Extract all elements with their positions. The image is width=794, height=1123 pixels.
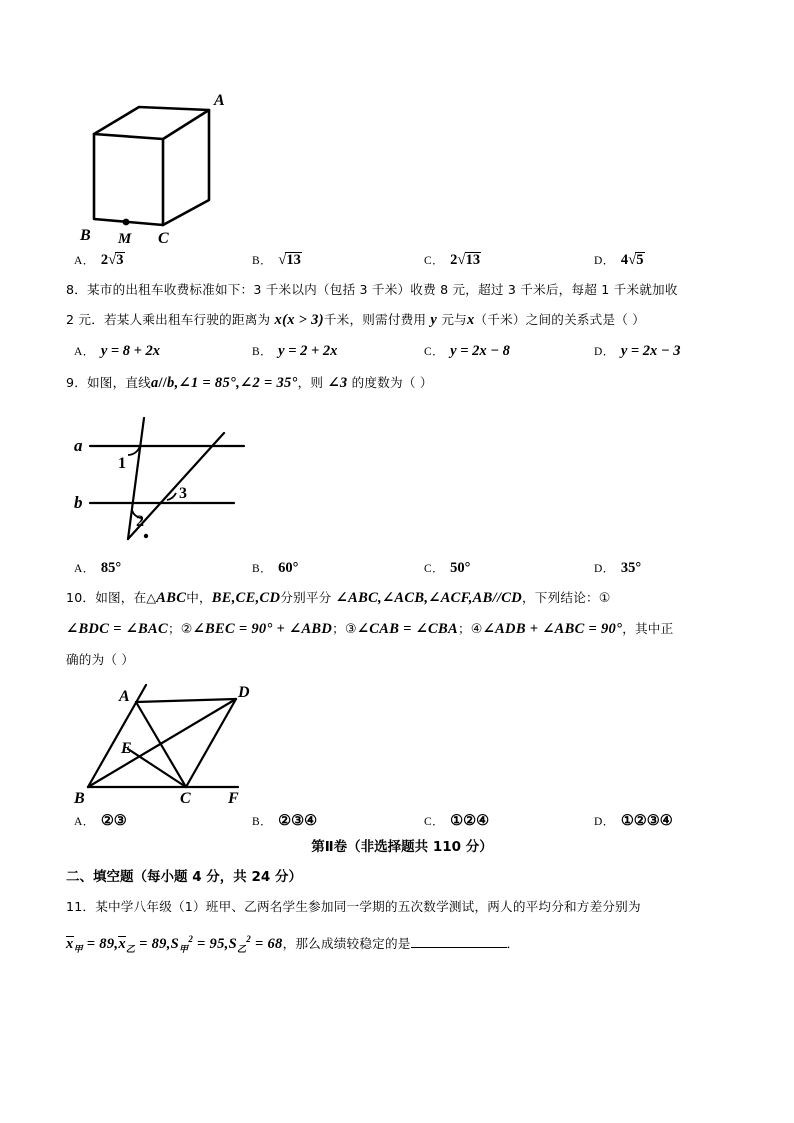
q9-option-d[interactable] [570, 560, 738, 577]
question9-options [66, 560, 738, 577]
point-m-dot [123, 219, 130, 226]
question9-math-angle3: ∠3 [327, 375, 348, 391]
pg-label-A: A [119, 688, 130, 705]
question9-math-b: b,∠1 = 85°,∠2 = 35° [167, 375, 298, 391]
q8-option-b[interactable] [234, 343, 402, 360]
q11-tail-end: ． [506, 935, 520, 951]
parallelogram-figure [66, 677, 738, 809]
answer-blank[interactable] [411, 935, 507, 948]
q10-option-c-label: C． [424, 816, 445, 828]
q9-option-c-label: C． [424, 563, 445, 575]
q10-option-c-value: ①②④ [450, 813, 490, 829]
q10-math-angles: ∠ABC,∠ACB,∠ACF,AB//CD [335, 590, 523, 606]
line-b-label: b [74, 493, 83, 512]
q9-option-a-value: 85° [100, 560, 122, 576]
q8-option-b-value: y = 2 + 2x [278, 343, 338, 359]
cube-label-C: C [158, 230, 169, 246]
q11-stat-3-sup: 2 [188, 934, 194, 944]
q11-stat-2-value: 89 [151, 935, 167, 952]
q8-option-d-value: y = 2x − 3 [620, 343, 681, 359]
q10-option-b-label: B． [252, 816, 273, 828]
question8-options [66, 343, 738, 360]
part2-header: 第Ⅱ卷（非选择题共 110 分） [311, 839, 493, 855]
question10-line3: 确的为（ ） [66, 652, 135, 667]
question8-math-x-range: x(x > 3) [274, 312, 324, 328]
q9-option-d-label: D． [594, 563, 615, 575]
question9-text-a: 9．如图，直线 [66, 375, 151, 390]
q11-stat-2: $x_乙 = 89$, [118, 935, 171, 954]
question7-options [66, 252, 738, 269]
question10-line2 [66, 614, 738, 645]
question8-line2-d: （千米）之间的关系式是（ ） [474, 312, 646, 327]
option-d-label: D． [594, 255, 615, 267]
q10-text-b: 中， [186, 590, 212, 605]
q9-option-a-label: A． [74, 563, 95, 575]
pg-label-C: C [180, 790, 191, 807]
q8-option-a-label: A． [74, 346, 95, 358]
question8-line1: 8．某市的出租车收费标准如下：3 千米以内（包括 3 千米）收费 8 元，超过 3 千米后，每超 1 千米就加收 [66, 282, 678, 297]
q11-stat-1-value: 89 [99, 935, 115, 952]
q10-sep-1: ； [167, 621, 181, 636]
cube-label-A: A [214, 92, 225, 109]
q10-option-d[interactable] [570, 813, 738, 830]
q10-sep-3: ； [457, 621, 471, 636]
question8-line2-b: 千米，则需付费用 [323, 312, 431, 327]
option-d[interactable] [570, 252, 738, 269]
question11-line1: 11．某中学八年级（1）班甲、乙两名学生参加同一学期的五次数学测试，两人的平均分和方差分别为 [66, 899, 641, 914]
parallelogram-svg [66, 677, 301, 807]
question8-line2 [66, 305, 738, 335]
question8-line2-a: 2 元．若某人乘出租车行驶的距离为 [66, 312, 275, 327]
q8-option-c[interactable] [402, 343, 570, 360]
q11-tail: ，那么成绩较稳定的是 [282, 935, 411, 951]
q8-option-d-label: D． [594, 346, 615, 358]
q10-option-a-value: ②③ [100, 813, 127, 829]
q10-conclusion-1: ∠BDC = ∠BAC [66, 621, 168, 637]
q8-option-c-label: C． [424, 346, 445, 358]
q10-option-a[interactable] [66, 813, 234, 830]
q11-stat-4-sup: 2 [246, 934, 252, 944]
option-c-label: C． [424, 255, 445, 267]
q10-option-b-value: ②③④ [278, 813, 318, 829]
q9-option-a[interactable] [66, 560, 234, 577]
q9-option-d-value: 35° [620, 560, 642, 576]
pg-label-D: D [238, 684, 250, 701]
q11-stat-3: $S_甲^2 = 95$, [170, 934, 229, 954]
option-b-value: √13 [278, 252, 301, 268]
q10-text-a: 10．如图，在△ [66, 590, 157, 605]
q11-stat-1-symbol: x [66, 935, 74, 952]
question9-text-c: 的度数为（ ） [347, 375, 433, 390]
option-a-value: 2√3 [100, 252, 124, 268]
q8-option-a[interactable] [66, 343, 234, 360]
question8-math-x: x [466, 312, 475, 328]
q10-conclusion-3: ∠CAB = ∠CBA [356, 621, 458, 637]
q10-text-c: 分别平分 [280, 590, 336, 605]
q10-math-abc: ABC [156, 590, 187, 606]
q11-stat-3-value: 95 [209, 935, 225, 952]
question9-math-parallel: // [158, 375, 168, 391]
q10-circled-2: ② [180, 622, 193, 637]
q10-option-d-label: D． [594, 816, 615, 828]
parallel-lines-svg [66, 406, 296, 554]
section2-header: 二、填空题（每小题 4 分，共 24 分） [66, 869, 302, 885]
pg-label-E: E [121, 740, 132, 757]
q11-stat-4-sub: 乙 [236, 943, 247, 954]
question10-options [66, 813, 738, 830]
q11-stat-1-sub: 甲 [73, 943, 83, 954]
q9-option-b[interactable] [234, 560, 402, 577]
q11-stat-3-sub: 甲 [179, 943, 189, 954]
option-b[interactable] [234, 252, 402, 269]
q10-circled-4: ④ [470, 622, 483, 637]
option-c[interactable] [402, 252, 570, 269]
q10-line2-tail: ，其中正 [622, 621, 674, 636]
q11-stat-3-symbol: S [170, 935, 180, 952]
q8-option-d[interactable] [570, 343, 738, 360]
q9-option-b-value: 60° [278, 560, 299, 576]
q10-conclusion-4: ∠ADB + ∠ABC = 90° [482, 621, 623, 637]
q11-stat-4-symbol: S [228, 935, 237, 952]
parallel-lines-figure [66, 406, 738, 556]
angle-1-label: 1 [118, 455, 126, 472]
q10-conclusion-2: ∠BEC = 90° + ∠ABD [192, 621, 333, 637]
option-b-label: B． [252, 255, 273, 267]
q11-stat-2-sub: 乙 [125, 943, 136, 954]
q10-sep-2: ； [332, 621, 345, 636]
q10-option-c[interactable] [402, 813, 570, 830]
figure-dot [144, 534, 148, 538]
q11-stat-2-symbol: x [118, 935, 126, 952]
question8-math-y: y [430, 312, 438, 328]
line-a-label: a [74, 436, 83, 455]
pg-label-B: B [74, 790, 85, 807]
option-c-value: 2√13 [450, 252, 481, 268]
cube-figure [66, 88, 738, 248]
q10-option-d-value: ①②③④ [620, 813, 673, 829]
question9-text-b: ，则 [297, 375, 328, 390]
q8-option-c-value: y = 2x − 8 [450, 343, 510, 359]
page-content [66, 86, 738, 966]
option-d-value: 4√5 [620, 252, 644, 268]
question11-line2 [66, 922, 738, 966]
question9-line1 [66, 368, 738, 398]
question9-math-a: a [150, 375, 159, 391]
angle-2-label: 2 [136, 513, 144, 530]
q9-option-c[interactable] [402, 560, 570, 577]
q10-circled-3: ③ [344, 622, 357, 637]
q8-option-a-value: y = 8 + 2x [100, 343, 161, 359]
question8-line2-c: 元与 [437, 312, 467, 327]
q11-stat-4-value: 68 [267, 935, 283, 952]
cube-label-M: M [118, 231, 132, 246]
q10-option-a-label: A． [74, 816, 95, 828]
cube-svg [66, 88, 266, 246]
q10-math-segments: BE,CE,CD [211, 590, 281, 606]
q11-stat-1: $x_甲 = 89$, [66, 935, 119, 954]
q10-circled-1: ① [598, 591, 611, 606]
option-a-label: A． [74, 255, 95, 267]
angle-3-label: 3 [179, 485, 187, 502]
q10-text-d: ，下列结论： [522, 590, 599, 605]
question10-line1 [66, 583, 738, 614]
cube-label-B: B [80, 227, 91, 244]
q10-option-b[interactable] [234, 813, 402, 830]
q11-stat-4: $S_乙^2 = 68$ [228, 934, 283, 954]
q9-option-b-label: B． [252, 563, 273, 575]
option-a[interactable] [66, 252, 234, 269]
pg-label-F: F [228, 790, 239, 807]
q9-option-c-value: 50° [450, 560, 471, 576]
q8-option-b-label: B． [252, 346, 273, 358]
